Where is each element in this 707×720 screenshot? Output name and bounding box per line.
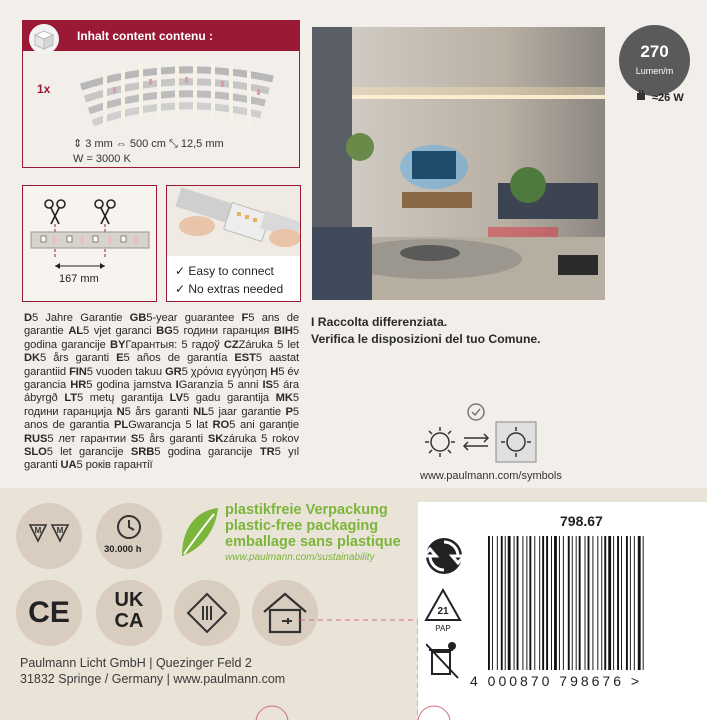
barcode-bar — [643, 536, 644, 670]
connector-image — [167, 186, 300, 256]
warranty-text-segment: 5 års garanti — [138, 432, 208, 445]
barcode-bar — [604, 536, 606, 670]
barcode-bar — [542, 536, 544, 670]
barcode-bar — [597, 536, 598, 670]
plastic-free-en: plastic-free packaging — [225, 518, 379, 534]
barcode-bar — [488, 536, 490, 670]
plastic-free-de: plastikfreie Verpackung — [225, 502, 388, 518]
led-strip-coil-image — [73, 57, 288, 143]
ce-badge — [16, 580, 82, 646]
scissors-icon — [45, 200, 65, 224]
barcode-bar — [534, 536, 535, 670]
barcode-bar — [638, 536, 641, 670]
ce-mark-icon: CE — [28, 596, 70, 629]
day-night-symbols — [418, 402, 542, 464]
green-dot-recycle-icon — [424, 536, 464, 576]
warranty-text-segment: 5 ára ábyrgð — [24, 379, 299, 405]
strip-dimensions: ⇕ 3 mm ⇔ 500 cm ⤡ 12,5 mm — [73, 138, 224, 150]
protection-class-iii-icon — [174, 580, 240, 646]
warranty-text-segment: 5-year guarantee — [146, 312, 242, 324]
warranty-country-code: P — [285, 405, 293, 418]
company-address-line-2: 31832 Springe / Germany | www.paulmann.com — [20, 672, 286, 686]
barcode-bar — [621, 536, 622, 670]
clock-icon — [96, 503, 162, 569]
contents-label: Inhalt content contenu : — [77, 29, 213, 43]
warranty-text-segment: 5 gadu garantija — [182, 392, 276, 405]
warranty-country-code: CZ — [223, 338, 239, 351]
switch-arrows-icon — [464, 434, 488, 450]
warranty-text-segment: Záruka 5 let — [238, 338, 299, 351]
barcode-bar — [608, 536, 611, 670]
warranty-text-segment: Gwarancja 5 lat — [128, 419, 213, 432]
barcode-bar — [576, 536, 577, 670]
protection-class-badge — [174, 580, 240, 646]
barcode-bar — [501, 536, 503, 670]
plug-icon — [634, 88, 650, 104]
barcode-bar — [546, 536, 548, 670]
lifetime-badge — [96, 503, 162, 569]
ukca-line-1: UK — [114, 589, 144, 611]
warranty-country-code: LT — [64, 392, 77, 405]
warranty-text-segment: 5 vuoden takuu — [86, 365, 166, 378]
warranty-country-code: I — [175, 379, 179, 392]
barcode-bar — [529, 536, 531, 670]
recycle-triangle-icon — [422, 586, 464, 634]
scissors-icon — [95, 200, 115, 224]
wattage: ≈26 W — [652, 92, 684, 104]
warranty-text-segment: 5 Jahre Garantie — [31, 312, 130, 324]
barcode-bar — [539, 536, 540, 670]
barcode-bar — [630, 536, 631, 670]
barcode-bar — [617, 536, 619, 670]
recycle-material: PAP — [435, 624, 451, 633]
warranty-country-code: BY — [110, 338, 126, 351]
warranty-country-code: F — [241, 312, 249, 324]
cut-length-label: 167 mm — [59, 273, 99, 285]
barcode-bar — [613, 536, 614, 670]
warranty-country-code: BG — [156, 325, 173, 338]
warranty-text-segment: záruka 5 rokov — [223, 432, 299, 445]
warranty-text-segment: 5 jaar garantie — [207, 405, 286, 418]
warranty-text-segment: 5 ani garanție — [229, 419, 299, 432]
barcode-bar — [522, 536, 523, 670]
warranty-text-segment: 5 χρόνια εγγύηση — [181, 365, 271, 378]
warranty-country-code: RUS — [24, 432, 48, 445]
barcode-bar — [505, 536, 506, 670]
warranty-text-segment: 5 års garanti — [39, 352, 117, 365]
svg-text:M: M — [34, 526, 42, 535]
lumen-value: 270 — [640, 42, 669, 61]
barcode-bar — [517, 536, 519, 670]
warranty-text-segment: 5 anos de garantia — [24, 405, 300, 432]
leaf-icon — [178, 504, 222, 562]
barcode-bar — [497, 536, 498, 670]
sun-boxed-icon — [496, 422, 536, 462]
warranty-country-code: S — [130, 432, 139, 445]
check-circle-icon — [468, 404, 484, 420]
warranty-text-segment: 5 metų garantija — [76, 392, 170, 405]
cut-diagram — [23, 186, 156, 301]
ean-number: 4 000870 798676 > — [470, 673, 643, 689]
sun-outline-icon — [425, 427, 455, 457]
barcode-bar — [634, 536, 635, 670]
barcode-bar — [585, 536, 586, 670]
ukca-mark-icon — [96, 590, 162, 632]
quantity: 1x — [37, 82, 51, 96]
barcode-bar — [559, 536, 560, 670]
warranty-text-segment: 5 év garancia — [24, 365, 299, 392]
barcode-bar — [554, 536, 557, 670]
warranty-country-code: UA — [60, 459, 77, 472]
warranty-text-segment: 5 godina garancije — [24, 325, 300, 351]
barcode-bar — [492, 536, 493, 670]
contents-panel — [22, 20, 300, 168]
warranty-text-segment: Garanzia 5 anni — [178, 379, 263, 392]
warranty-text-segment: 5 години гаранция — [172, 325, 274, 338]
warranty-text — [24, 312, 299, 473]
article-number: 798.67 — [560, 513, 603, 529]
box-icon — [29, 24, 59, 54]
warranty-country-code: TR — [259, 446, 275, 459]
warranty-text-segment: 5 aastat garantiid — [24, 352, 299, 378]
warranty-text-segment: 5 ans de garantie — [24, 312, 299, 338]
warranty-country-code: H — [270, 365, 279, 378]
warranty-text-segment: 5 godina jamstva — [86, 379, 176, 392]
room-photo — [312, 27, 605, 300]
warranty-country-code: E — [116, 352, 124, 365]
warranty-country-code: DK — [24, 352, 40, 365]
warranty-country-code: SRB — [130, 446, 155, 459]
barcode-bar — [563, 536, 564, 670]
feature-no-extras: ✓ No extras needed — [175, 282, 284, 296]
warranty-text-segment: 5 років гарантії — [76, 459, 153, 472]
furniture-mark-badge — [16, 503, 82, 569]
plastic-free-fr: emballage sans plastique — [225, 534, 401, 550]
warranty-country-code: MK — [275, 392, 293, 405]
warranty-country-code: FIN — [69, 365, 87, 378]
warranty-text-segment: 5 vjet garanci — [83, 325, 157, 338]
warranty-country-code: AL — [68, 325, 84, 338]
warranty-country-code: PL — [113, 419, 129, 432]
warranty-country-code: SLO — [24, 446, 47, 459]
connector-panel — [166, 185, 301, 302]
barcode-bar — [572, 536, 573, 670]
barcode-bar — [592, 536, 593, 670]
warranty-text-segment: 5 años de garantía — [123, 352, 235, 365]
warranty-text-segment: 5 let garancije — [46, 446, 131, 459]
barcode-bar — [568, 536, 570, 670]
warranty-country-code: D — [24, 312, 32, 324]
barcode-bar — [579, 536, 581, 670]
ukca-line-2: CA — [114, 610, 144, 632]
ean-barcode — [484, 536, 684, 670]
warranty-country-code: EST — [234, 352, 256, 365]
svg-text:M: M — [56, 526, 64, 535]
feature-easy-connect: ✓ Easy to connect — [175, 264, 274, 278]
warranty-text-segment: 5 лет гарантии — [47, 432, 131, 445]
color-temperature: W = 3000 K — [73, 153, 131, 165]
warranty-country-code: BIH — [273, 325, 293, 338]
recycling-notice-it — [311, 314, 541, 348]
barcode-bar — [514, 536, 515, 670]
barcode-bar — [526, 536, 527, 670]
weee-bin-icon — [426, 640, 460, 680]
barcode-bar — [551, 536, 552, 670]
barcode-bar — [626, 536, 628, 670]
mm-furniture-icon — [16, 503, 82, 569]
recycling-line-2: Verifica le disposizioni del tuo Comune. — [311, 332, 541, 346]
barcode-bar — [601, 536, 602, 670]
warranty-country-code: RO — [212, 419, 230, 432]
cut-diagram-panel — [22, 185, 157, 302]
sustainability-url[interactable]: www.paulmann.com/sustainability — [225, 552, 375, 563]
lumen-unit: Lumen/m — [635, 66, 674, 76]
recycling-line-1: I Raccolta differenziata. — [311, 315, 448, 329]
warranty-country-code: LV — [169, 392, 183, 405]
company-address-line-1: Paulmann Licht GmbH | Quezinger Feld 2 — [20, 656, 252, 670]
warranty-text-segment: 5 години гаранција — [24, 392, 299, 418]
warranty-text-segment: 5 års garanti — [124, 405, 194, 418]
warranty-country-code: NL — [193, 405, 208, 418]
warranty-country-code: GR — [165, 365, 182, 378]
warranty-country-code: HR — [70, 379, 87, 392]
warranty-text-segment: 5 yıl garanti — [24, 446, 299, 472]
barcode-bar — [588, 536, 590, 670]
ukca-badge — [96, 580, 162, 646]
dieline-marks — [250, 700, 460, 720]
warranty-text-segment: 5 godina garancije — [154, 446, 260, 459]
warranty-text-segment: Гарантыя: 5 гадоў — [125, 338, 224, 351]
recycle-code: 21 — [437, 606, 449, 617]
barcode-bar — [508, 536, 511, 670]
lifetime-hours: 30.000 h — [104, 544, 142, 555]
lumen-badge — [619, 25, 690, 96]
warranty-country-code: N — [116, 405, 125, 418]
warranty-country-code: GB — [129, 312, 147, 324]
warranty-country-code: IS — [262, 379, 273, 392]
warranty-country-code: SK — [207, 432, 224, 445]
symbols-url[interactable]: www.paulmann.com/symbols — [420, 470, 562, 482]
